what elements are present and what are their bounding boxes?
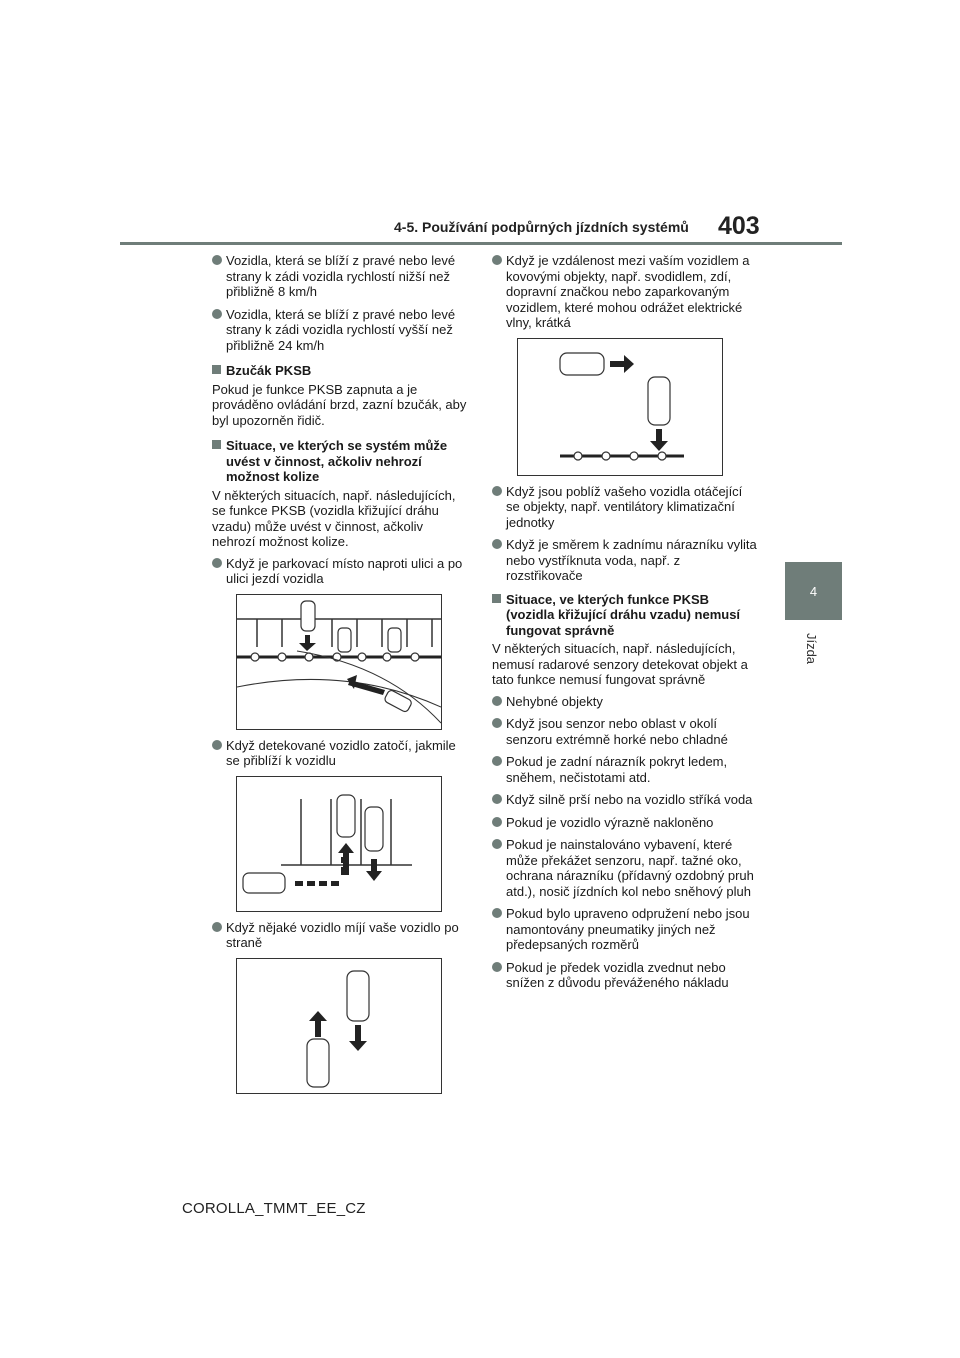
illustration-vehicle-passing — [236, 958, 442, 1094]
bullet-dot-icon — [212, 558, 222, 568]
list-item: Když nějaké vozidlo míjí vaše vozidlo po straně — [212, 920, 468, 951]
paragraph: Pokud je funkce PKSB zapnuta a je prováděno ovládání brzd, zazní bzučák, aby byl upozorněn řidič. — [212, 381, 467, 428]
list-item: Když jsou senzor nebo oblast v okolí senzoru extrémně horké nebo chladné — [492, 716, 758, 747]
list-item: Pokud je předek vozidla zvednut nebo snížen z důvodu převáženého nákladu — [492, 960, 758, 991]
list-item: Když je směrem k zadnímu nárazníku vylita nebo vystříknuta voda, např. z rozstřikovače — [492, 537, 758, 584]
list-item: Když detekované vozidlo zatočí, jakmile se přiblíží k vozidlu — [212, 738, 468, 769]
list-item: Nehybné objekty — [492, 694, 758, 710]
bullet-dot-icon — [492, 539, 502, 549]
bullet-dot-icon — [492, 839, 502, 849]
bullet-dot-icon — [492, 486, 502, 496]
chapter-number: 4 — [809, 583, 818, 599]
chapter-tab[interactable] — [785, 562, 842, 620]
bullet-dot-icon — [492, 718, 502, 728]
chapter-label: Jízda — [804, 632, 820, 664]
list-item: Vozidla, která se blíží z pravé nebo levé strany k zádi vozidla rychlostí vyšší než přibližně 24 km/h — [212, 307, 468, 354]
right-column — [492, 253, 758, 998]
page-number: 403 — [718, 212, 760, 240]
list-item: Pokud je nainstalováno vybavení, které může překážet senzoru, např. tažné oko, ochrana nárazníku (přídavný ozdobný pruh atd.), nosič jízdních kol nebo sněhový pluh — [492, 837, 758, 899]
paragraph: V některých situacích, např. následujících, nemusí radarové senzory detekovat objekt a tato funkce nemusí fungovat správně — [492, 641, 748, 687]
bullet-dot-icon — [492, 794, 502, 804]
list-item: Když je parkovací místo naproti ulici a po ulici jezdí vozidla — [212, 556, 468, 587]
car-icon — [384, 689, 413, 713]
list-item: Když jsou poblíž vašeho vozidla otáčející se objekty, např. ventilátory klimatizační jednotky — [492, 484, 758, 531]
list-item: Vozidla, která se blíží z pravé nebo levé strany k zádi vozidla rychlostí nižší než přibližně 8 km/h — [212, 253, 468, 300]
list-item: Když je vzdálenost mezi vaším vozidlem a kovovými objekty, např. svodidlem, zdí, dopravní značkou nebo zaparkovaným vozidlem, které mohou odrážet elektrické vlny, krátká — [492, 253, 758, 331]
list-item: Pokud je zadní nárazník pokryt ledem, sněhem, nečistotami atd. — [492, 754, 758, 785]
section-heading: Bzučák PKSB — [212, 363, 468, 379]
bullet-dot-icon — [492, 756, 502, 766]
section-heading: Situace, ve kterých funkce PKSB (vozidla křižující dráhu vzadu) nemusí fungovat správně — [492, 592, 758, 639]
illustration-vehicle-turning — [236, 776, 442, 912]
square-bullet-icon — [212, 440, 221, 449]
bullet-dot-icon — [212, 740, 222, 750]
bullet-dot-icon — [492, 962, 502, 972]
list-item: Když silně prší nebo na vozidlo stříká voda — [492, 792, 758, 808]
bullet-dot-icon — [212, 309, 222, 319]
list-item: Pokud bylo upraveno odpružení nebo jsou namontovány pneumatiky jiných než předepsaných rozměrů — [492, 906, 758, 953]
car-icon — [243, 795, 383, 893]
list-item: Pokud je vozidlo výrazně nakloněno — [492, 815, 758, 831]
square-bullet-icon — [492, 594, 501, 603]
header-rule — [120, 242, 842, 245]
bullet-dot-icon — [492, 696, 502, 706]
bullet-dot-icon — [492, 908, 502, 918]
bullet-dot-icon — [492, 817, 502, 827]
document-code: COROLLA_TMMT_EE_CZ — [182, 1200, 366, 1217]
paragraph: V některých situacích, např. následujících, se funkce PKSB (vozidla křižující dráhu vzadu) může uvést v činnost, ačkoliv nehrozí možnost kolize. — [212, 487, 456, 549]
section-title: 4-5. Používání podpůrných jízdních systémů — [394, 219, 689, 235]
illustration-parking-street — [236, 594, 442, 730]
square-bullet-icon — [212, 365, 221, 374]
left-column — [212, 253, 468, 1102]
car-icon — [301, 601, 401, 652]
bullet-dot-icon — [492, 255, 502, 265]
illustration-metal-objects — [517, 338, 723, 476]
bullet-dot-icon — [212, 255, 222, 265]
bullet-dot-icon — [212, 922, 222, 932]
section-heading: Situace, ve kterých se systém může uvést v činnost, ačkoliv nehrozí možnost kolize — [212, 438, 468, 485]
